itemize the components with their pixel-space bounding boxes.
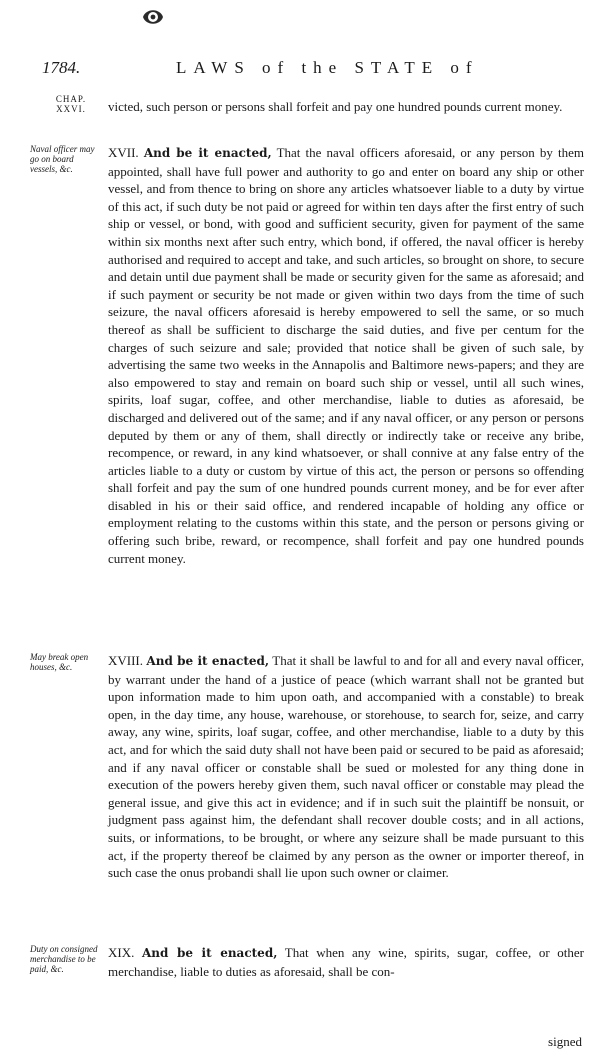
running-title: LAWS of the STATE of bbox=[176, 58, 479, 77]
ornament-icon bbox=[140, 6, 166, 28]
margin-note: Duty on consigned merchandise to be paid, &c. bbox=[30, 944, 98, 974]
section-number: XVII. bbox=[108, 145, 139, 160]
page-header bbox=[42, 58, 582, 86]
enacting-clause: And be it enacted, bbox=[143, 146, 272, 160]
section-xvii bbox=[108, 144, 584, 567]
chapter-word: CHAP. bbox=[55, 94, 87, 104]
margin-note: May break open houses, &c. bbox=[30, 652, 89, 672]
chapter-number: XXVI. bbox=[56, 104, 86, 114]
section-number: XIX. bbox=[108, 945, 135, 960]
section-number: XVIII. bbox=[108, 653, 144, 668]
enacting-clause: And be it enacted, bbox=[146, 654, 270, 668]
section-xix bbox=[108, 944, 584, 980]
paragraph-text: That when any wine, spirits, sugar, coffee, or other merchandise, liable to duties as aforesaid, shall be con- bbox=[108, 945, 584, 979]
enacting-clause: And be it enacted, bbox=[141, 946, 278, 960]
paragraph-text: victed, such person or persons shall forfeit and pay one hundred pounds current money. bbox=[108, 99, 563, 114]
paragraph-text: That the naval officers aforesaid, or any person by them appointed, shall have full power and authority to go and enter on board any ship or other vessel, and from thence to bring on shore any articles whatsoever liable to a duty by virtue of this act, if such duty be not paid or agreed for within ten days after the first entry of such ship or vessel, or bond, with good and sufficient security, given for payment of the same within six months next after such entry, which bond, if offered, the naval officer is hereby authorised and required to accept and take, and such articles, so brought on shore, to secure and detain until due payment shall be made or security given for the same as aforesaid; and if such payment or security be not made or given within two days from the time of such seizure, the naval officers aforesaid is hereby empowered to sell the same, or so much thereof as shall be sufficient to discharge the said duties, and five per centum for the charges of such seizure and sale; provided that notice shall be given of such sale, by advertising the same two weeks in the Annapolis and Baltimore news-papers; and they are also empowered to stay and remain on board such ship or vessel, until all such wines, spirits, loaf sugar, coffee, and other merchandise, liable to duties as aforesaid, be discharged and delivered out of the same; and if any naval officer, or any person or persons deputed by them or any of them, shall directly or indirectly take or receive any bribe, recompence, or reward, in any kind whatsoever, or shall connive at any false entry of the articles liable to a duty or custom by virtue of this act, the person or persons so offending shall forfeit and pay the sum of one hundred pounds current money, and be for ever after disabled in his or their said office, and rendered incapable of holding any office or employment relating to the customs within this state, and the person or persons giving or offering such bribe, reward, or recompence, shall forfeit and pay one hundred pounds current money. bbox=[108, 145, 585, 566]
paragraph-text: That it shall be lawful to and for all and every naval officer, by warrant under the hand of a justice of peace (which warrant shall not be granted but upon information made to him upon oath, and accompanied with a constable) to break open, in the day time, any house, warehouse, or storehouse, to search for, seize, and carry away, any wine, spirits, loaf sugar, coffee, and other merchandise, liable to a duty by this act, and for which the said duty shall not have been paid or secured to be paid as aforesaid; and if any naval officer or constable shall be sued or molested for any thing done in execution of the powers hereby given them, such naval officer or constable may plead the general issue, and give this act in evidence; and if in such suit the plaintiff be nonsuit, or judgment pass against him, the defendant shall recover double costs; and in all actions, suits, or informations, to be brought, or where any seizure shall be made pursuant to this act, if the property thereof be claimed by any person as the owner or importer thereof, in such case the onus probandi shall lie upon such owner or claimer. bbox=[108, 653, 584, 881]
paragraph-continuation bbox=[108, 98, 584, 116]
section-xviii bbox=[108, 652, 584, 882]
chapter-label bbox=[42, 94, 100, 114]
margin-note: Naval officer may go on board vessels, &c. bbox=[30, 144, 95, 174]
page-year: 1784. bbox=[42, 58, 81, 77]
catchword: signed bbox=[548, 1034, 582, 1049]
